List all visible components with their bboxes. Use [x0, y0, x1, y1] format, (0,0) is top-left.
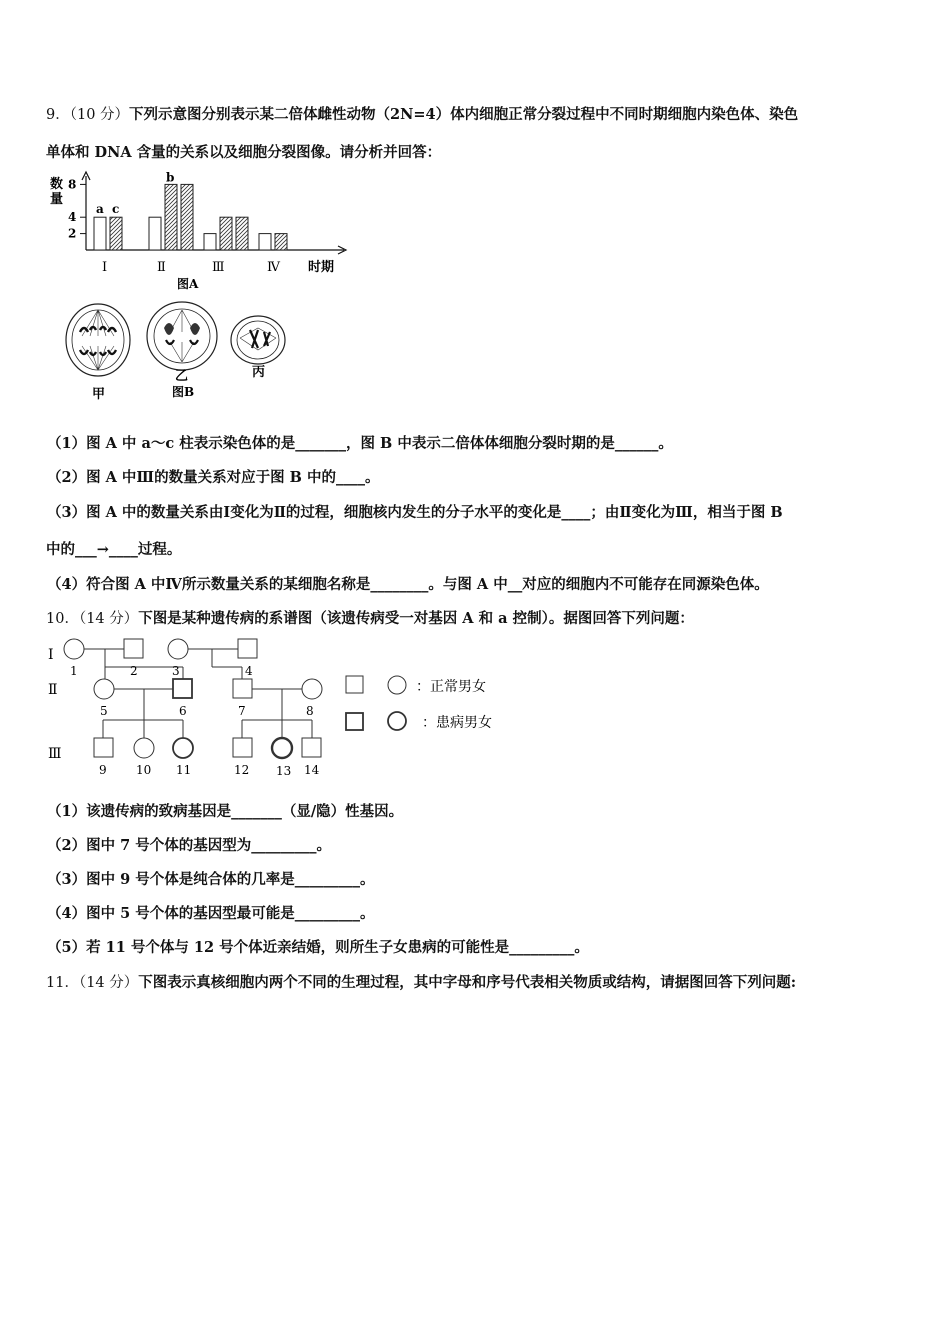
individual-13 — [272, 738, 292, 758]
individual-10 — [134, 738, 154, 758]
q9-sub3-line2: 中的___→____过程。 — [46, 541, 182, 558]
figa-caption: 图A — [177, 277, 199, 291]
figure-b — [60, 292, 320, 404]
figa-xtick-3: Ⅲ — [212, 260, 225, 275]
individual-6 — [173, 679, 192, 698]
individual-12 — [233, 738, 252, 757]
bar-a-4 — [259, 234, 271, 250]
figa-xtick-1: Ⅰ — [102, 260, 108, 275]
q10-stem-text: 下图是某种遗传病的系谱图（该遗传病受一对基因 A 和 a 控制）。据图回答下列问题： — [138, 610, 694, 627]
legend-normal-female — [388, 676, 406, 694]
q9-sub3-line1: （3）图 A 中的数量关系由Ⅰ变化为Ⅱ的过程，细胞核内发生的分子水平的变化是____；由Ⅱ变化为Ⅲ，相当于图 B — [47, 504, 783, 521]
bar-c-1 — [110, 217, 122, 250]
id-7: 7 — [238, 704, 246, 718]
q9-sub2: （2）图 A 中Ⅲ的数量关系对应于图 B 中的____。 — [47, 469, 380, 486]
individual-2 — [124, 639, 143, 658]
id-3: 3 — [172, 664, 180, 678]
bar-a-3 — [204, 234, 216, 250]
q9-sub1: （1）图 A 中 a～c 柱表示染色体的是_______，图 B 中表示二倍体体细胞分裂时期的是______。 — [47, 435, 673, 452]
figa-xlabel: 时期 — [308, 260, 335, 275]
legend-normal-text: ：正常男女 — [416, 679, 486, 695]
id-11: 11 — [176, 763, 192, 777]
q10-stem-line — [46, 607, 694, 628]
q10-sub3: （3）图中 9 号个体是纯合体的几率是_________。 — [47, 871, 375, 888]
figa-bar-label-a: a — [96, 202, 104, 217]
bar-a-2 — [149, 217, 161, 250]
legend-affected-text: ：患病男女 — [422, 715, 492, 731]
individual-3 — [168, 639, 188, 659]
cell-bing — [231, 316, 285, 380]
q11-stem-text: 下图表示真核细胞内两个不同的生理过程，其中字母和序号代表相关物质或结构，请据图回答下列问题: — [138, 974, 797, 991]
bar-a-1 — [94, 217, 106, 250]
bar-b-3 — [220, 217, 232, 250]
cell-jia-label: 甲 — [92, 387, 106, 402]
individual-14 — [302, 738, 321, 757]
bar-b-2 — [165, 184, 177, 250]
figa-ytick-8: 8 — [68, 177, 77, 192]
figa-ytick-2: 2 — [68, 226, 77, 241]
individual-1 — [64, 639, 84, 659]
q10-sub2: （2）图中 7 号个体的基因型为_________。 — [47, 837, 332, 854]
q10-number: 10．（14 分） — [46, 611, 139, 627]
gen-2-label: Ⅱ — [48, 682, 58, 698]
figa-ylabel-2: 量 — [50, 192, 64, 207]
q10-sub4: （4）图中 5 号个体的基因型最可能是_________。 — [47, 905, 375, 922]
q10-sub1: （1）该遗传病的致病基因是_______（显/隐）性基因。 — [47, 803, 404, 820]
figa-xtick-4: Ⅳ — [267, 260, 280, 275]
individual-4 — [238, 639, 257, 658]
id-10: 10 — [136, 763, 152, 777]
id-8: 8 — [306, 704, 314, 718]
id-9: 9 — [99, 763, 107, 777]
id-1: 1 — [70, 664, 78, 678]
figa-ylabel-1: 数 — [50, 177, 64, 192]
cell-bing-label: 丙 — [252, 365, 266, 380]
id-5: 5 — [100, 704, 108, 718]
id-2: 2 — [130, 664, 138, 678]
q9-sub4: （4）符合图 A 中Ⅳ所示数量关系的某细胞名称是________。与图 A 中__对应的细胞内不可能存在同源染色体。 — [47, 576, 769, 593]
figb-caption: 图B — [172, 385, 195, 399]
individual-5 — [94, 679, 114, 699]
q9-stem-line1 — [46, 103, 798, 124]
gen-3-label: Ⅲ — [48, 746, 62, 762]
q9-number: 9．（10 分） — [46, 107, 130, 123]
bar-c-2 — [181, 184, 193, 250]
figa-xtick-2: Ⅱ — [157, 260, 166, 275]
id-14: 14 — [304, 763, 320, 777]
legend-affected-male — [346, 713, 363, 730]
q9-stem-text1: 下列示意图分别表示某二倍体雌性动物（2N=4）体内细胞正常分裂过程中不同时期细胞内染色体、染色 — [129, 106, 799, 123]
id-12: 12 — [234, 763, 250, 777]
q9-stem-line2: 单体和 DNA 含量的关系以及细胞分裂图像。请分析并回答： — [46, 144, 442, 161]
individual-8 — [302, 679, 322, 699]
bar-c-3 — [236, 217, 248, 250]
cell-yi — [147, 302, 217, 384]
figa-bar-label-b: b — [166, 170, 175, 185]
pedigree-chart — [44, 634, 514, 780]
individual-11 — [173, 738, 193, 758]
legend-normal-male — [346, 676, 363, 693]
figa-ytick-4: 4 — [68, 210, 77, 225]
q11-stem-line — [46, 971, 796, 992]
figa-bar-label-c: c — [112, 202, 120, 217]
legend-affected-female — [388, 712, 406, 730]
bar-c-4 — [275, 234, 287, 250]
id-13: 13 — [276, 764, 292, 778]
gen-1-label: Ⅰ — [48, 647, 54, 663]
individual-7 — [233, 679, 252, 698]
q10-sub5: （5）若 11 号个体与 12 号个体近亲结婚，则所生子女患病的可能性是_________。 — [47, 939, 589, 956]
individual-9 — [94, 738, 113, 757]
id-4: 4 — [245, 664, 253, 678]
id-6: 6 — [179, 704, 187, 718]
cell-yi-label: 乙 — [175, 369, 189, 384]
figure-a-chart — [46, 168, 356, 293]
q11-number: 11．（14 分） — [46, 975, 139, 991]
cell-jia — [66, 304, 130, 402]
